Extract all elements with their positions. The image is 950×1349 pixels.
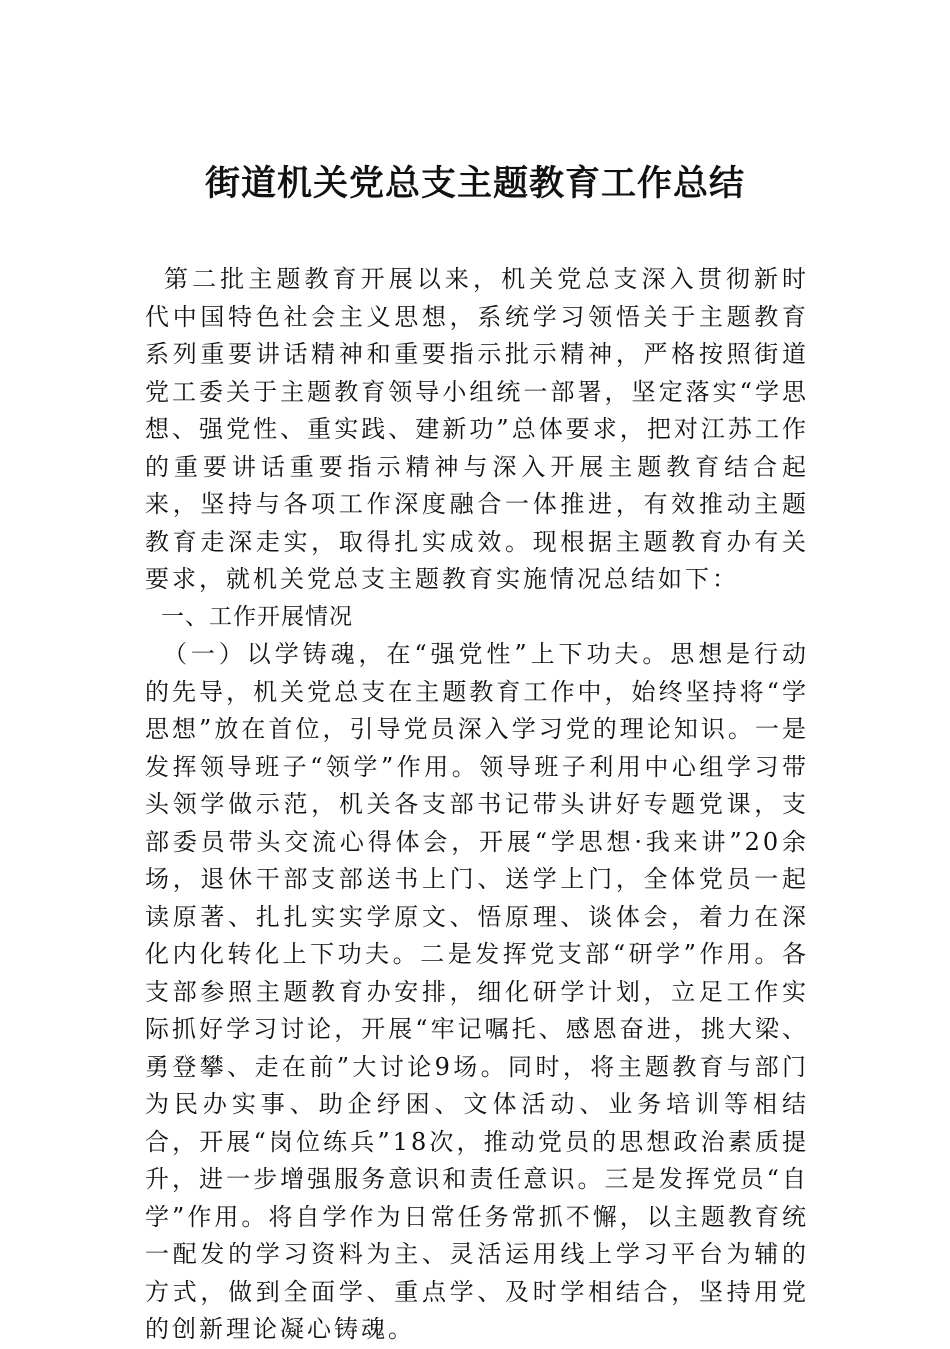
- intro-paragraph: 第二批主题教育开展以来，机关党总支深入贯彻新时代中国特色社会主义思想，系统学习领悟关于主题教育系列重要讲话精神和重要指示批示精神，严格按照街道党工委关于主题教育领导小组统一部署，坚定落实“学思想、强党性、重实践、建新功”总体要求，把对江苏工作的重要讲话重要指示精神与深入开展主题教育结合起来，坚持与各项工作深度融合一体推进，有效推动主题教育走深走实，取得扎实成效。现根据主题教育办有关要求，就机关党总支主题教育实施情况总结如下：: [145, 265, 809, 593]
- body-paragraph: （一）以学铸魂，在“强党性”上下功夫。思想是行动的先导，机关党总支在主题教育工作中，始终坚持将“学思想”放在首位，引导党员深入学习党的理论知识。一是发挥领导班子“领学”作用。领导班子利用中心组学习带头领学做示范，机关各支部书记带头讲好专题党课，支部委员带头交流心得体会，开展“学思想·我来讲”20余场，退休干部支部送书上门、送学上门，全体党员一起读原著、扎扎实实学原文、悟原理、谈体会，着力在深化内化转化上下功夫。二是发挥党支部“研学”作用。各支部参照主题教育办安排，细化研学计划，立足工作实际抓好学习讨论，开展“牢记嘱托、感恩奋进，挑大梁、勇登攀、走在前”大讨论9场。同时，将主题教育与部门为民办实事、助企纾困、文体活动、业务培训等相结合，开展“岗位练兵”18次，推动党员的思想政治素质提升，进一步增强服务意识和责任意识。三是发挥党员“自学”作用。将自学作为日常任务常抓不懈，以主题教育统一配发的学习资料为主、灵活运用线上学习平台为辅的方式，做到全面学、重点学、及时学相结合，坚持用党的创新理论凝心铸魂。: [145, 640, 809, 1343]
- document-body: [145, 261, 809, 1349]
- document-title: 街道机关党总支主题教育工作总结: [204, 163, 745, 204]
- section-heading: 一、工作开展情况: [161, 603, 353, 630]
